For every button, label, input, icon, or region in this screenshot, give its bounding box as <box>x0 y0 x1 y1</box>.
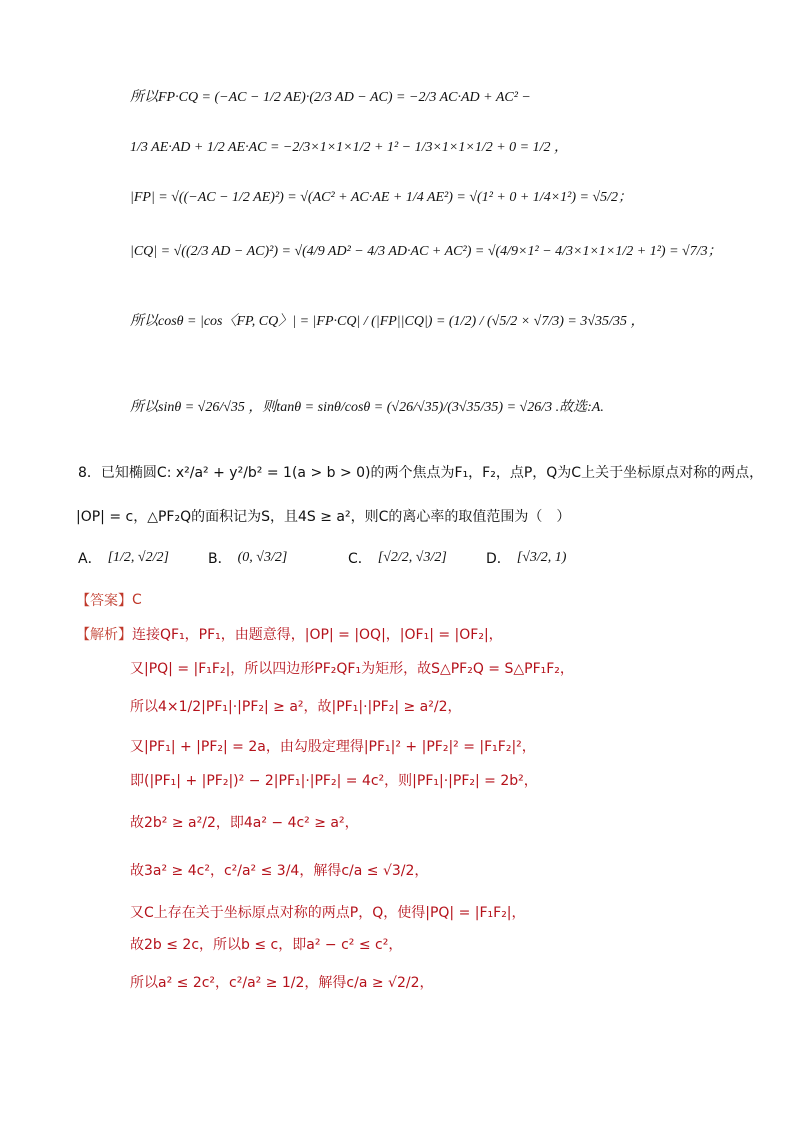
option-d <box>486 548 566 568</box>
analysis-step-10: 所以a² ≤ 2c²，c²/a² ≥ 1/2，解得c/a ≥ √2/2， <box>130 975 434 991</box>
analysis-step-8: 又C上存在关于坐标原点对称的两点P，Q，使得|PQ| = |F₁F₂|， <box>130 905 526 921</box>
question-text-2: |OP| = c，△PF₂Q的面积记为S，且4S ≥ a²，则C的离心率的取值范围为（ ） <box>76 509 571 525</box>
answer-value: C <box>132 592 142 608</box>
option-b-label: B． <box>208 551 232 567</box>
question-line-2 <box>76 506 570 526</box>
analysis-step-7: 故3a² ≥ 4c²，c²/a² ≤ 3/4，解得c/a ≤ √3/2， <box>130 863 429 879</box>
question-line-1 <box>78 462 763 482</box>
analysis-line-1 <box>76 624 503 644</box>
option-a <box>78 548 169 568</box>
option-d-label: D． <box>486 551 511 567</box>
solution-line-5: 所以cosθ = |cos〈FP, CQ〉| = |FP·CQ| / (|FP||CQ|) = (1/2) / (√5/2 × √7/3) = 3√35/35 ， <box>130 314 645 329</box>
solution-line-2: 1/3 AE·AD + 1/2 AE·AC = −2/3×1×1×1/2 + 1² − 1/3×1×1×1/2 + 0 = 1/2 ， <box>130 140 568 155</box>
question-text-1: 已知椭圆C: x²/a² + y²/b² = 1(a > b > 0)的两个焦点为F₁，F₂，点P，Q为C上关于坐标原点对称的两点， <box>100 465 764 481</box>
option-b-text: (0, √3/2] <box>237 550 288 565</box>
analysis-step-3: 所以4×1/2|PF₁|·|PF₂| ≥ a²，故|PF₁|·|PF₂| ≥ a²/2， <box>130 699 462 715</box>
solution-line-4: |CQ| = √((2/3 AD − AC)²) = √(4/9 AD² − 4/3 AD·AC + AC²) = √(4/9×1² − 4/3×1×1×1/2 + 1²) = √7/3； <box>130 244 722 259</box>
analysis-step-4: 又|PF₁| + |PF₂| = 2a，由勾股定理得|PF₁|² + |PF₂|² = |F₁F₂|²， <box>130 739 536 755</box>
analysis-step-9: 故2b ≤ 2c，所以b ≤ c，即a² − c² ≤ c²， <box>130 937 403 953</box>
answer-tag: 【答案】 <box>76 593 132 609</box>
option-c-label: C． <box>348 551 372 567</box>
analysis-step-6: 故2b² ≥ a²/2，即4a² − 4c² ≥ a²， <box>130 815 359 831</box>
solution-line-3: |FP| = √((−AC − 1/2 AE)²) = √(AC² + AC·AE + 1/4 AE²) = √(1² + 0 + 1/4×1²) = √5/2； <box>130 190 633 205</box>
analysis-tag: 【解析】 <box>76 627 132 643</box>
option-d-text: [√3/2, 1) <box>516 550 567 565</box>
question-number: 8． <box>78 465 101 481</box>
option-c-text: [√2/2, √3/2] <box>377 550 447 565</box>
option-a-text: [1/2, √2/2] <box>107 550 169 565</box>
analysis-step-1: 连接QF₁，PF₁，由题意得，|OP| = |OQ|，|OF₁| = |OF₂|， <box>132 627 503 643</box>
solution-line-1: 所以FP·CQ = (−AC − 1/2 AE)·(2/3 AD − AC) = −2/3 AC·AD + AC² − <box>130 90 531 105</box>
option-c <box>348 548 447 568</box>
answer-line <box>76 590 142 610</box>
analysis-step-5: 即(|PF₁| + |PF₂|)² − 2|PF₁|·|PF₂| = 4c²，则|PF₁|·|PF₂| = 2b²， <box>130 773 538 789</box>
option-a-label: A． <box>78 551 102 567</box>
option-b <box>208 548 287 568</box>
solution-line-6: 所以sinθ = √26/√35 ，则tanθ = sinθ/cosθ = (√26/√35)/(3√35/35) = √26/3 .故选:A. <box>130 400 604 415</box>
analysis-step-2: 又|PQ| = |F₁F₂|，所以四边形PF₂QF₁为矩形，故S△PF₂Q = S△PF₁F₂， <box>130 661 574 677</box>
